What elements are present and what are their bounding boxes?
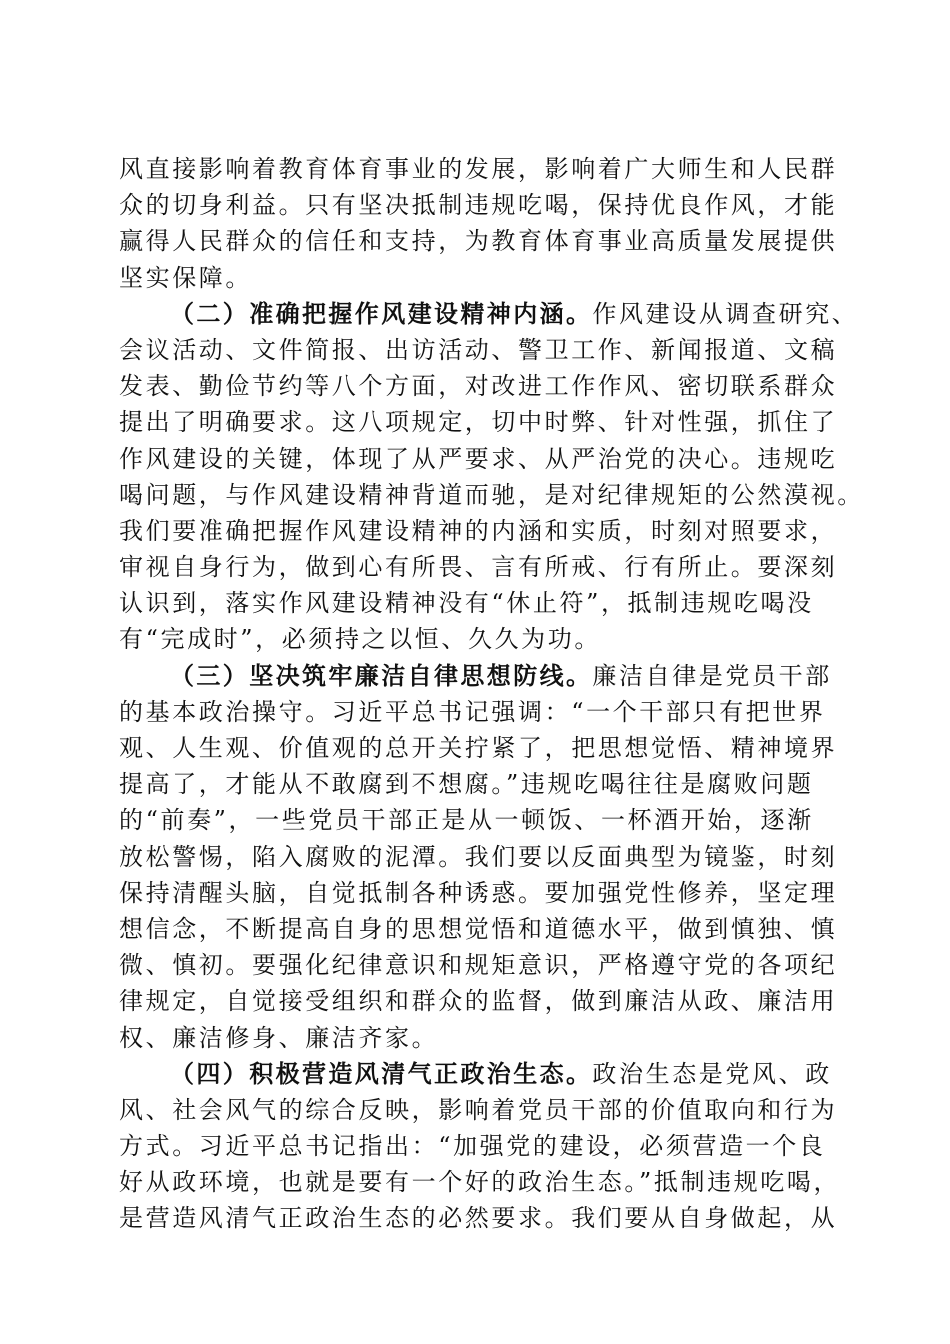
text-line: 律规定，自觉接受组织和群众的监督，做到廉洁从政、廉洁用 — [119, 987, 838, 1016]
text-run: 廉洁自律是党员干部 — [592, 661, 832, 690]
text-line: 是营造风清气正政治生态的必然要求。我们要从自身做起，从 — [119, 1204, 838, 1233]
text-line: 赢得人民群众的信任和支持，为教育体育事业高质量发展提供 — [119, 227, 838, 256]
text-line-first — [119, 296, 859, 332]
text-line: 风直接影响着教育体育事业的发展，影响着广大师生和人民群 — [119, 155, 838, 183]
section-heading: （四）积极营造风清气正政治生态。 — [170, 1059, 593, 1088]
text-line: 的基本政治操守。习近平总书记强调：“一个干部只有把世界 — [119, 697, 826, 726]
paragraph-section-2 — [119, 296, 864, 658]
text-line: 提出了明确要求。这八项规定，切中时弊、针对性强，抓住了 — [119, 408, 838, 437]
text-line: 审视自身行为，做到心有所畏、言有所戒、行有所止。要深刻 — [119, 553, 838, 582]
text-line: 权、廉洁修身、廉洁齐家。 — [119, 1023, 439, 1052]
text-line: 微、慎初。要强化纪律意识和规矩意识，严格遵守党的各项纪 — [119, 951, 838, 980]
paragraph-section-4 — [119, 1056, 839, 1237]
text-line: 好从政环境，也就是要有一个好的政治生态。”抵制违规吃喝， — [119, 1168, 841, 1197]
text-line: 放松警惕，陷入腐败的泥潭。我们要以反面典型为镜鉴，时刻 — [119, 842, 838, 871]
text-line: 发表、勤俭节约等八个方面，对改进工作作风、密切联系群众 — [119, 372, 838, 401]
text-line: 方式。习近平总书记指出：“加强党的建设，必须营造一个良 — [119, 1132, 826, 1161]
text-run: 政治生态是党风、政 — [592, 1059, 832, 1088]
text-line: 提高了，才能从不敢腐到不想腐。”违规吃喝往往是腐败问题 — [119, 770, 814, 799]
paragraph-section-3 — [119, 658, 839, 1056]
text-line: 会议活动、文件简报、出访活动、警卫工作、新闻报道、文稿 — [119, 335, 838, 364]
text-line: 风、社会风气的综合反映，影响着党员干部的价值取向和行为 — [119, 1095, 838, 1124]
text-line-first — [119, 658, 839, 694]
text-line: 喝问题，与作风建设精神背道而驰，是对纪律规矩的公然漠视。 — [119, 480, 864, 509]
text-line: 的“前奏”，一些党员干部正是从一顿饭、一杯酒开始，逐渐 — [119, 806, 814, 835]
document-body — [119, 151, 864, 1237]
text-line: 观、人生观、价值观的总开关拧紧了，把思想觉悟、精神境界 — [119, 734, 838, 762]
text-line: 众的切身利益。只有坚决抵制违规吃喝，保持优良作风，才能 — [119, 191, 838, 220]
text-line-first — [119, 1056, 839, 1092]
section-heading: （二）准确把握作风建设精神内涵。 — [170, 299, 593, 328]
text-line: 我们要准确把握作风建设精神的内涵和实质，时刻对照要求， — [119, 516, 838, 545]
text-line: 认识到，落实作风建设精神没有“休止符”，抵制违规吃喝没 — [119, 589, 814, 618]
text-line: 想信念，不断提高自身的思想觉悟和道德水平，做到慎独、慎 — [119, 914, 838, 943]
text-line: 有“完成时”，必须持之以恒、久久为功。 — [119, 625, 601, 654]
text-line: 保持清醒头脑，自觉抵制各种诱惑。要加强党性修养，坚定理 — [119, 878, 838, 907]
text-line: 作风建设的关键，体现了从严要求、从严治党的决心。违规吃 — [119, 444, 838, 473]
paragraph-intro-tail — [119, 151, 839, 296]
text-run: 作风建设从调查研究、 — [592, 299, 859, 328]
text-line: 坚实保障。 — [119, 263, 252, 292]
section-heading: （三）坚决筑牢廉洁自律思想防线。 — [170, 661, 593, 690]
